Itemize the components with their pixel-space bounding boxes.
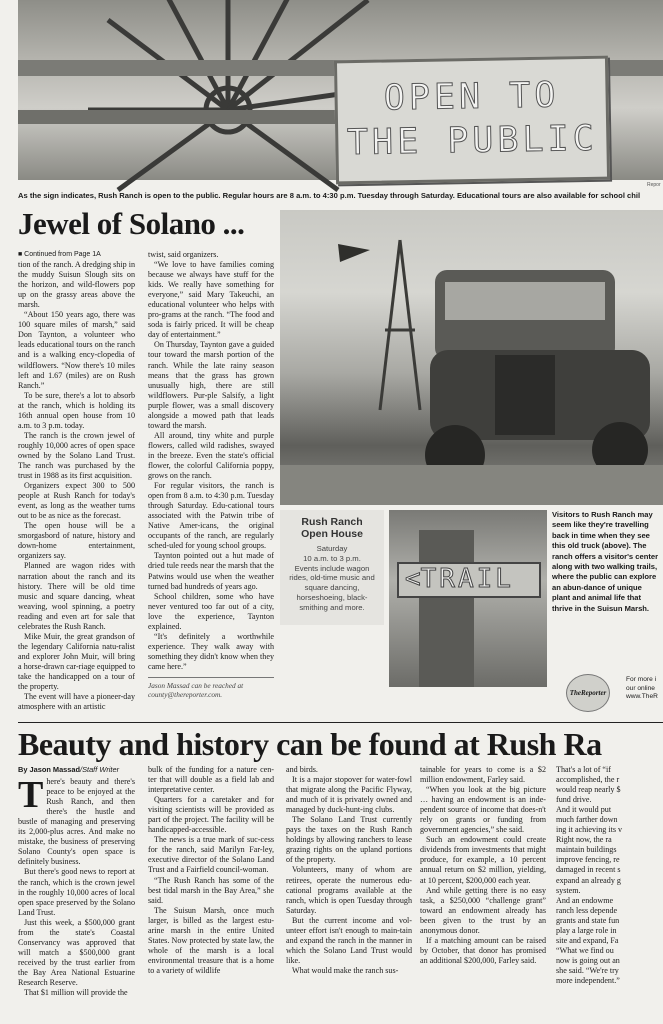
promo-line-2: our online [626,684,655,692]
byline-name: By Jason Massad [18,765,81,774]
article2-column-4 [420,765,546,1005]
sign-line-2: THE PUBLIC [346,118,599,164]
text-line: And an endowme [556,895,614,905]
paragraph: School children, some who have never ventured too far out of a city, love the experience, Taynton explained. [148,591,274,631]
paragraph: Quarters for a caretaker and for visiting scientists will be provided as part of the project. The facility will be handicapped-accessible. [148,795,274,835]
trail-sign-board [397,562,541,598]
paragraph: “When you look at the big picture … having an endowment is an inde-pendent source of income that does-n't rely on grants or funding from government agencies,” she said. [420,785,546,835]
text-line: ing it achieving its v [556,825,623,835]
paragraph: Organizers expect 300 to 500 people at Rush Ranch for today's event, as long as the weather turns out to be as nice as the forecast. [18,481,135,521]
wagon-wheel-icon [88,0,368,190]
paragraph: bulk of the funding for a nature cen-ter that will double as a field lab and interpretative center. [148,765,274,795]
text-line: she said. “We're try [556,965,619,975]
text-line: site and expand, Fa [556,935,619,945]
article2-column-3 [286,765,412,1005]
text-line: ranch less depende [556,905,618,915]
text-line: expand an already g [556,875,621,885]
paragraph: Just this week, a $500,000 grant from the state's Coastal Conservancy was approved that will match a $500,000 grant received by the trust earlier from the Bay Area National Estuarine Research Reserve. [18,917,135,987]
info-box-title-2: Open House [301,528,363,540]
text-line: system. [556,885,581,895]
text-line: “What we find ou [556,945,614,955]
paragraph: here's beauty and there's peace to be enjoyed at the Rush Ranch, and then there's the hustle and bustle of managing and preserving its 2,000-plus acres. And make no mistake, the business of preserving Solano County's open space is definitely business. [18,777,135,867]
open-to-public-sign [334,56,610,185]
trail-sign-text: TRAIL [420,564,514,594]
paragraph: The Suisun Marsh, once much larger, is billed as the largest estu-arine marsh in the entire United States. Now protected by state law, the whole of the marsh is a local environmental treasure that is a home to a variety of wildlife [148,905,274,975]
text-line: That's a lot of “if [556,765,611,774]
top-photo-caption: As the sign indicates, Rush Ranch is open to the public. Regular hours are 8 a.m. to 4:30 p.m. Tuesday through Saturday. Educational tours are also available for school chil [18,191,641,200]
article1-column-2 [148,250,274,720]
headline-beauty-and-history: Beauty and history can be found at Rush Ra [18,726,602,762]
headline-jewel-of-solano: Jewel of Solano ... [18,206,245,241]
promo-line-3: www.TheR [626,693,658,700]
truck-icon [280,210,663,505]
trail-post [419,530,474,687]
text-line: much farther down [556,815,618,825]
text-line: now is going out an [556,955,620,965]
open-house-info-box [280,510,384,625]
paragraph: “The Rush Ranch has some of the best tidal marsh in the Bay Area,” she said. [148,875,274,905]
paragraph: The open house will be a smorgasbord of nature, history and down-home entertainment, organizers say. [18,521,135,561]
paragraph: That $1 million will provide the [24,988,128,998]
paragraph: But there's good news to report at the ranch, which is the crown jewel in the roughly 10,000 acres of local open space preserved by the Solano Land Trust. [18,867,135,917]
info-box-events: Events include wagon rides, old-time music and square dancing, horseshoeing, black-smithing and more. [289,563,375,612]
paragraph: It is a major stopover for water-fowl that migrate along the Pacific Flyway, and much of it is privately owned and managed by duck-hunt-ing clubs. [286,775,412,815]
text-line: improve fencing, re [556,855,620,865]
text-line: accomplished, the r [556,775,620,785]
paragraph: On Thursday, Taynton gave a guided tour toward the marsh portion of the ranch. While the late rainy season means that the grass has grown unusually high, there are still wildflowers. Pur-ple Salsify, a light purple flower, was a small discovery alongside a mowed path that leads toward the marsh. [148,340,274,430]
text-line: Right now, the ra [556,835,612,845]
paragraph: tainable for years to come is a $2 million endowment, Farley said. [420,765,546,785]
text-line: fund drive. [556,795,592,805]
paragraph: All around, tiny white and purple flowers, called wild radishes, swayed in the breeze. Even the state's official flower, the colorful California poppy, grows on the ranch. [148,430,274,481]
byline [18,765,135,775]
fence-rail [18,110,348,124]
paragraph: Planned are wagon rides with narration about the ranch and its history. There will be old time music and square dancing, wheat weaving, wool spinning, a poetry reading and even art for sale that celebrates the Rush Ranch. [18,561,135,631]
paragraph: The news is a true mark of suc-cess for the ranch, said Marilyn Far-ley, executive director of the Solano Land Trust and a Fairfield council-woman. [148,835,274,875]
info-box-day: Saturday [316,544,348,553]
text-line: damaged in recent s [556,865,621,875]
promo-line-1: For more i [626,676,657,683]
article2-column-5 [556,765,663,1005]
paragraph: Taynton pointed out a hut made of dried tule reeds near the marsh that the Patwins would use when the weather turned bad hundreds of years ago. [148,551,274,591]
signoff-line-2: county@thereporter.com. [148,689,223,699]
trail-arrow-icon: < [405,564,421,594]
paragraph: tion of the ranch. A dredging ship in the muddy Suisun Slough sits on the horizon, and wild-flowers pop up on the grassy areas above the marsh. [18,260,135,310]
online-promo [566,672,663,712]
info-box-hours: 10 a.m. to 3 p.m. [303,553,361,563]
paragraph: Mike Muir, the great grandson of the legendary California natu-ralist and explorer John Muir, will bring a horse-drawn car-riage equipped to take the handicapped on a tour of the property. [18,631,135,692]
windmill-vane [338,244,370,262]
paragraph: The event will have a pioneer-day atmosphere with an artistic [18,692,135,712]
paragraph: The ranch is the crown jewel of roughly 10,000 acres of open space owned by the Solano Land Trust. The ranch was purchased by the trust in 1988 as its first acquisition. [18,430,135,481]
paragraph: Such an endowment could create dividends from investments that might produce, for example, a 10 percent annual return on $2 million, yielding, at 10 percent, $200,000 each year. [420,835,546,885]
text-line: grants and state fun [556,915,620,925]
paragraph: And while getting there is no easy task, a $250,000 “challenge grant” toward an endowment already has been given to the trust by an anonymous donor. [420,885,546,935]
byline-role: /Staff Writer [80,765,120,774]
text-line: maintain buildings [556,845,617,855]
text-line: more independent.” [556,975,620,985]
trail-sign-photo [389,510,547,687]
paragraph: If a matching amount can be raised by October, that donor has promised an additional $200,000, Farley said. [420,935,546,965]
drop-cap: T [18,774,44,817]
text-line: play a large role in [556,925,617,935]
sign-line-1: OPEN TO [383,75,560,119]
info-box-title-1: Rush Ranch [301,516,363,528]
paragraph: and birds. [286,765,318,774]
old-truck-photo [280,210,663,505]
paragraph: “We love to have families coming because we always have stuff for the kids. We really have something for everyone,” said Mary Takeuchi, an educational volunteer who helps with pro-grams at the ranch. “The food and soda is fairly priced. It will be cheap day of entertainment.” [148,260,274,340]
paragraph: “About 150 years ago, there was 100 square miles of marsh,” said Don Taynton, a volunteer who leads educational tours on the ranch and is a walking ency-clopedia of wildflowers. “Now there's 10 miles left and 1.67 (miles) are on Rush Ranch.” [18,310,135,390]
article2-column-2 [148,765,274,1005]
article2-column-1 [18,765,135,1005]
truck-photo-caption: Visitors to Rush Ranch may seem like they're travelling back in time when they see this old truck (above). The ranch offers a visitor's center along with two walking trails, where the public can explore an abun-dance of unique plant and animal life that thrive in the Suisun Marsh. [552,510,659,613]
paragraph: For regular visitors, the ranch is open from 8 a.m. to 4:30 p.m. Tuesday through Saturday. Edu-cational tours associated with the Patwin tribe of Native Amer-icans, the original occupants of the ranch, are regularly sched-uled for young school groups. [148,481,274,551]
text-line: would reap nearly $ [556,785,621,795]
paragraph: What would make the ranch sus- [292,965,399,975]
paragraph: To be sure, there's a lot to absorb at the ranch, which is holding its 16th annual open house from 10 a.m. to 3 p.m. today. [18,390,135,430]
section-divider [18,722,663,723]
continued-from-label: ■ Continued from Page 1A [18,251,101,258]
paragraph: The Solano Land Trust currently pays the taxes on the Rush Ranch holdings by allowing ranchers to lease grazing rights on the upland portions of the property. [286,815,412,865]
paragraph: Volunteers, many of whom are retirees, operate the numerous edu-cational programs available at the ranch, which is open Tuesday through Saturday. [286,865,412,915]
paragraph: But the current income and vol-unteer effort isn't enough to main-tain and expand the ranch in the manner in which the Solano Land Trust would like. [286,915,412,965]
paragraph: “It's definitely a worthwhile experience. They walk away with something they didn't know when they came here.” [148,631,274,671]
signoff-line-1: Jason Massad can be reached at [148,680,244,690]
photo-credit: Repor [647,182,661,188]
article1-column-1 [18,250,135,712]
the-reporter-logo: TheReporter [566,674,610,712]
divider [148,677,274,678]
paragraph: twist, said organizers. [148,250,219,259]
text-line: And it would put [556,805,612,815]
